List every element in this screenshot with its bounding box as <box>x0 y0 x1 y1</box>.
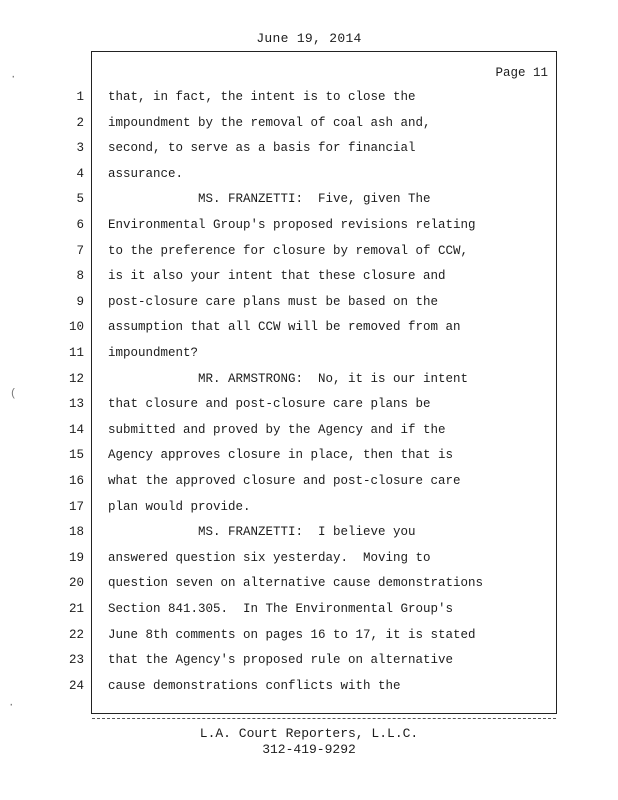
transcript-line: is it also your intent that these closure and <box>108 269 446 283</box>
transcript-line: Agency approves closure in place, then that is <box>108 448 454 462</box>
transcript-line: post-closure care plans must be based on the <box>108 295 439 309</box>
transcript-line: what the approved closure and post-closure care <box>108 474 461 488</box>
line-number: 2 <box>76 116 84 130</box>
line-number: 13 <box>68 397 84 411</box>
line-number: 18 <box>68 525 84 539</box>
transcript-line: submitted and proved by the Agency and if the <box>108 423 446 437</box>
scan-speck: ( <box>10 388 17 400</box>
transcript-line: MR. ARMSTRONG: No, it is our intent <box>108 372 469 386</box>
line-number: 7 <box>76 244 84 258</box>
footer-phone: 312-419-9292 <box>262 742 356 757</box>
page-number: Page 11 <box>495 66 548 80</box>
transcript-line: Section 841.305. In The Environmental Group's <box>108 602 454 616</box>
line-number: 3 <box>76 141 84 155</box>
transcript-line: that closure and post-closure care plans be <box>108 397 431 411</box>
transcript-line: MS. FRANZETTI: Five, given The <box>108 192 431 206</box>
transcript-line: cause demonstrations conflicts with the <box>108 679 401 693</box>
line-number: 21 <box>68 602 84 616</box>
line-number: 12 <box>68 372 84 386</box>
scan-speck: · <box>10 72 17 84</box>
line-number: 15 <box>68 448 84 462</box>
transcript-line: question seven on alternative cause demonstrations <box>108 576 484 590</box>
footer-company: L.A. Court Reporters, L.L.C. <box>199 726 419 741</box>
line-number: 1 <box>76 90 84 104</box>
header-date: June 19, 2014 <box>256 31 362 46</box>
line-number: 22 <box>68 628 84 642</box>
line-number: 10 <box>68 320 84 334</box>
scan-speck: · <box>8 700 15 712</box>
line-number: 4 <box>76 167 84 181</box>
line-number: 5 <box>76 192 84 206</box>
line-number: 16 <box>68 474 84 488</box>
transcript-line: that, in fact, the intent is to close the <box>108 90 416 104</box>
line-number: 23 <box>68 653 84 667</box>
line-number: 6 <box>76 218 84 232</box>
transcript-line: answered question six yesterday. Moving to <box>108 551 431 565</box>
line-number: 8 <box>76 269 84 283</box>
line-number: 11 <box>68 346 84 360</box>
transcript-line: that the Agency's proposed rule on alternative <box>108 653 454 667</box>
transcript-line: second, to serve as a basis for financial <box>108 141 416 155</box>
transcript-line: plan would provide. <box>108 500 251 514</box>
line-number: 17 <box>68 500 84 514</box>
line-number: 14 <box>68 423 84 437</box>
line-number: 9 <box>76 295 84 309</box>
transcript-line: June 8th comments on pages 16 to 17, it is stated <box>108 628 476 642</box>
transcript-line: assumption that all CCW will be removed from an <box>108 320 461 334</box>
transcript-line: MS. FRANZETTI: I believe you <box>108 525 416 539</box>
transcript-line: impoundment? <box>108 346 199 360</box>
line-number: 19 <box>68 551 84 565</box>
transcript-line: impoundment by the removal of coal ash and, <box>108 116 431 130</box>
line-number: 20 <box>68 576 84 590</box>
transcript-line: Environmental Group's proposed revisions relating <box>108 218 476 232</box>
transcript-line: assurance. <box>108 167 184 181</box>
line-number: 24 <box>68 679 84 693</box>
transcript-line: to the preference for closure by removal of CCW, <box>108 244 469 258</box>
